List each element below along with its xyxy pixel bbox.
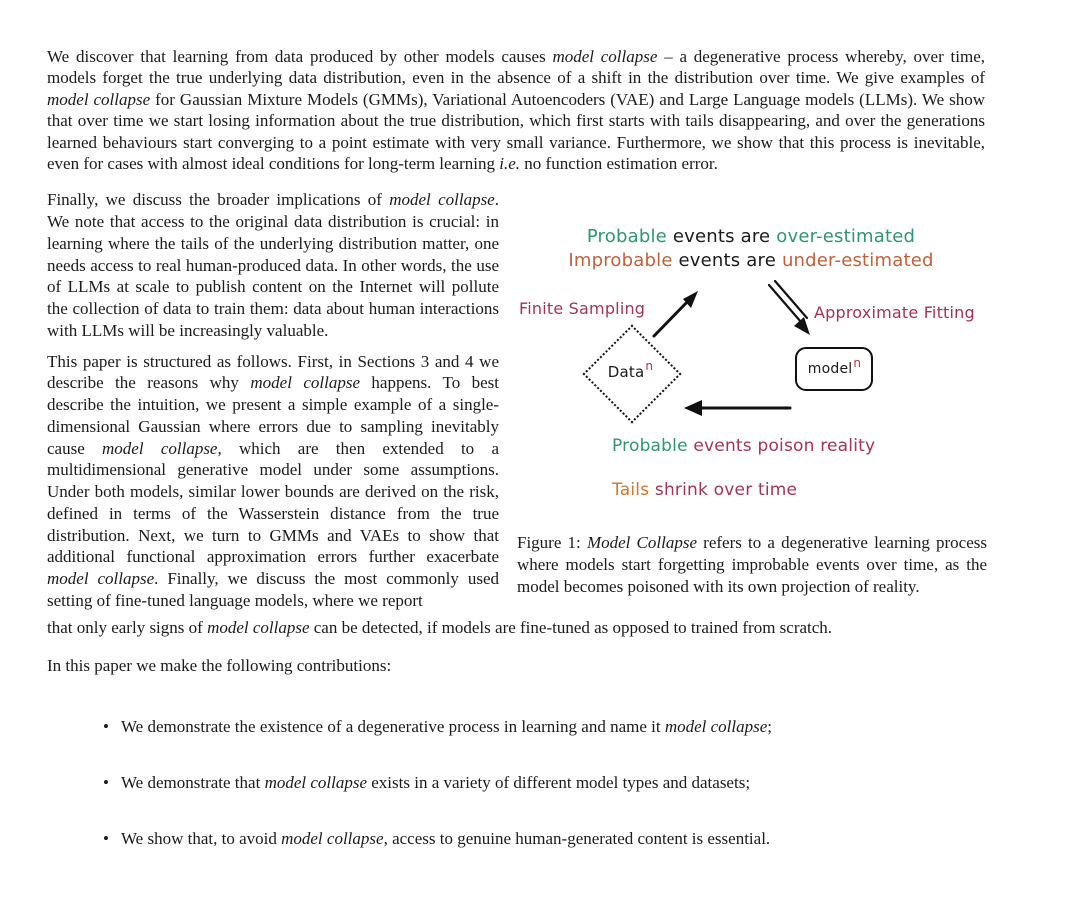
over-estimated-word: over-estimated: [776, 226, 916, 248]
bullet-icon: •: [103, 773, 109, 793]
caption-run-italic: Model Collapse: [586, 533, 697, 553]
text-run: exists in a variety of different model types and datasets;: [367, 773, 751, 793]
text-run: can be detected, if models are fine-tuned as opposed to trained from scratch.: [309, 617, 833, 637]
text-run: Finally, we discuss the broader implications of: [47, 190, 390, 210]
approximate-fitting-label: Approximate Fitting: [814, 303, 975, 323]
list-item-text: [121, 828, 770, 849]
text-run: , which are then extended to a multidimensional generative model under some assumptions. Under both models, similar lower bounds are derived on the risk, defined in terms of the Wasserstein distance from the true distribution. Next, we turn to GMMs and VAEs to show that additional functional approximation errors further exacerbate: [47, 438, 499, 567]
text-run-italic: model collapse: [102, 438, 218, 458]
abstract-run: no function estimation error.: [520, 154, 718, 174]
poison-reality-line: [612, 436, 875, 456]
text-run: This paper is structured as follows. First, in Sections 3 and 4 we describe the reasons why: [47, 351, 499, 393]
model-to-data-arrow: [684, 400, 790, 416]
continuation-line: [47, 617, 985, 638]
abstract-run-italic: i.e.: [499, 154, 521, 174]
probable-word: Probable: [586, 226, 667, 248]
abstract-run-italic: model collapse: [47, 89, 151, 109]
list-item: [103, 716, 985, 737]
text-run: . Finally, we discuss the most commonly used setting of fine-tuned language models, where we report: [47, 569, 499, 610]
figure-1-diagram: [517, 189, 987, 524]
abstract-run: – a degenerative process whereby, over time, models forget the true underlying data distribution, even in the absence of a shift in the distribution over time. We give examples of: [47, 47, 985, 88]
text-run: that only early signs of: [47, 617, 208, 637]
abstract-run: for Gaussian Mixture Models (GMMs), Variational Autoencoders (VAE) and Large Language models (LLMs). We show that over time we start losing information about the true distribution, which first starts with tails disappearing, and over the generations learned behaviours start converging to a point estimate with very small variance. Furthermore, we show that this process is inevitable, even for cases with almost ideal conditions for long-term learning: [47, 89, 985, 174]
caption-run: refers to a degenerative learning process where models start forgetting improbable events over time, as the model becomes poisoned with its own projection of reality.: [517, 533, 987, 597]
text-run: We show that, to avoid: [121, 829, 282, 849]
text-run: We demonstrate the existence of a degenerative process in learning and name it: [121, 716, 665, 736]
text-run-italic: model collapse: [389, 190, 495, 210]
text-run-italic: model collapse: [664, 716, 768, 736]
approximate-fitting-arrow: [769, 281, 810, 335]
finite-sampling-arrow: [654, 291, 698, 336]
text-run-italic: model collapse: [207, 617, 310, 637]
contributions-list: [47, 716, 985, 850]
left-text-column: [47, 189, 499, 614]
list-item: [103, 772, 985, 793]
under-estimated-word: under-estimated: [781, 250, 934, 272]
tails-word: Tails: [612, 480, 650, 501]
contributions-intro: In this paper we make the following contributions:: [47, 656, 392, 676]
text-run-italic: model collapse: [281, 829, 384, 849]
events-are-text: events are: [672, 250, 782, 272]
probable-word: Probable: [612, 436, 688, 457]
improbable-word: Improbable: [568, 250, 673, 272]
text-run: . We note that access to the original data distribution is crucial: in learning where the tails of the underlying distribution matter, one needs access to real human-produced data. In other words, the use of LLMs at scale to publish content on the Internet will pollute the collection of data to train them: data about human interactions with LLMs will be increasingly valuable.: [47, 190, 499, 340]
text-run-italic: model collapse: [250, 373, 360, 393]
model-node-label: model: [807, 361, 853, 378]
text-run: happens. To best describe the intuition, we present a simple example of a single-dimensional Gaussian where errors due to sampling inevitably cause: [47, 373, 500, 458]
data-node: Data $^n$: [607, 359, 654, 382]
abstract-run: We discover that learning from data produced by other models causes: [47, 47, 553, 66]
figure-column: [517, 189, 987, 614]
events-are-text: events are: [666, 226, 777, 248]
list-item-text: [121, 772, 750, 793]
abstract-run-italic: model collapse: [552, 47, 658, 66]
figure-1-caption: [517, 532, 987, 597]
model-node: model $^n$: [795, 347, 873, 391]
two-column-region: [47, 189, 985, 614]
bullet-icon: •: [103, 716, 109, 736]
abstract-paragraph: [47, 46, 985, 174]
data-node-label: Data: [607, 363, 645, 382]
poison-reality-text: events poison reality: [687, 436, 876, 457]
text-run: ;: [767, 716, 773, 736]
caption-run: Figure 1:: [517, 533, 587, 553]
shrink-over-time-text: shrink over time: [649, 480, 798, 501]
body-paragraph: [47, 351, 499, 612]
list-item: [103, 828, 985, 849]
bullet-icon: •: [103, 829, 109, 849]
body-paragraph: [47, 189, 499, 341]
text-run-italic: model collapse: [264, 773, 368, 793]
text-run: , access to genuine human-generated content is essential.: [383, 829, 771, 849]
text-run-italic: model collapse: [47, 569, 155, 589]
finite-sampling-label: Finite Sampling: [519, 299, 646, 319]
text-run: We demonstrate that: [121, 773, 265, 793]
tails-shrink-line: [612, 480, 797, 500]
list-item-text: [121, 716, 772, 737]
